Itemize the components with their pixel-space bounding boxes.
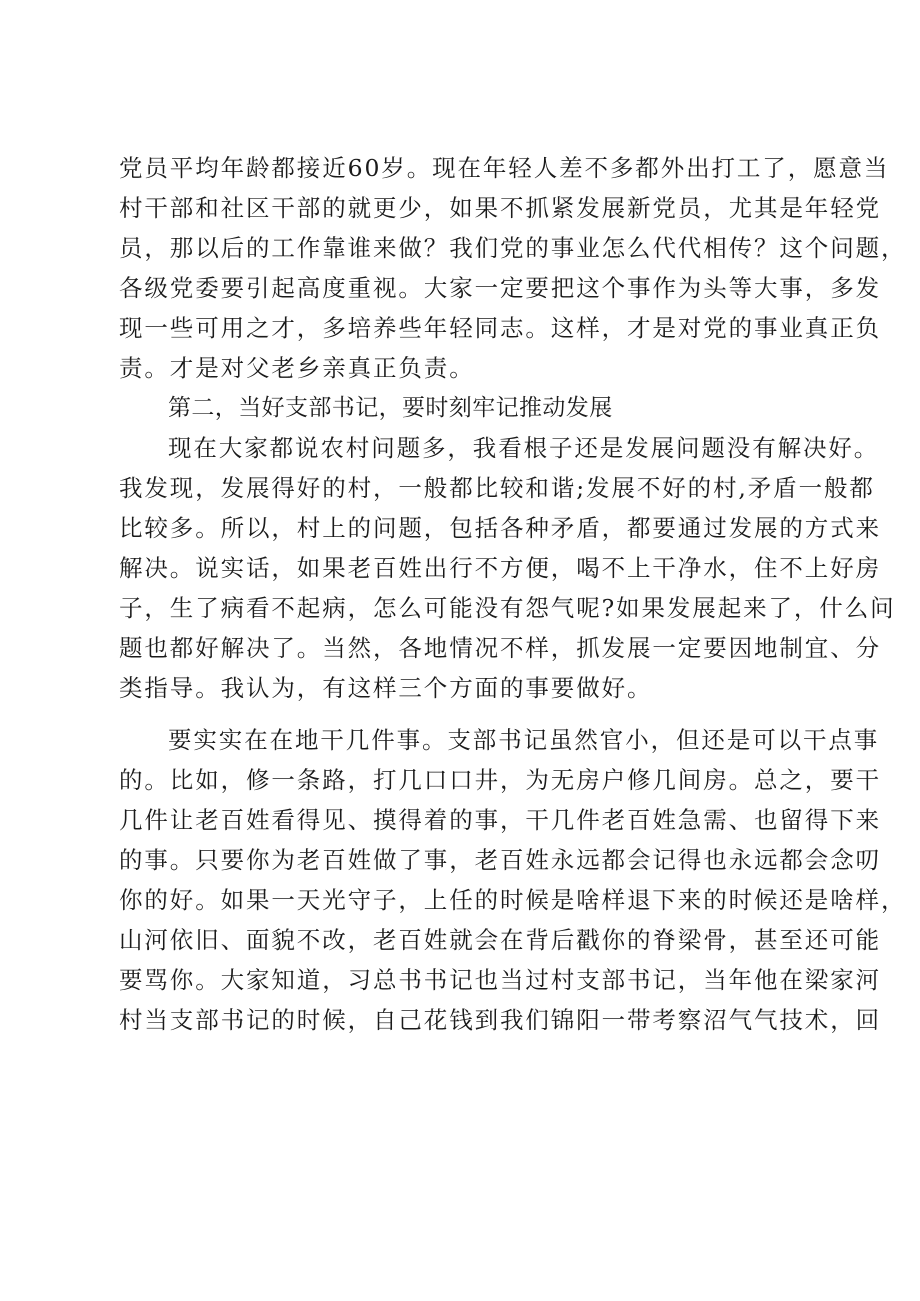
text-line: 责。才是对父老乡亲真正负责。 xyxy=(119,354,475,382)
text-line: 现在大家都说农村问题多，我看根子还是发展问题没有解决好。 xyxy=(168,434,880,462)
paragraph-gap xyxy=(119,708,815,720)
text-line: 要骂你。大家知道，习总书书记也当过村支部书记，当年他在梁家河 xyxy=(119,966,881,994)
text-line: 村当支部书记的时候，自己花钱到我们锦阳一带考察沼气气技术，回 xyxy=(119,1006,881,1034)
text-line: 的事。只要你为老百姓做了事，老百姓永远都会记得也永远都会念叨 xyxy=(119,846,881,874)
text-line: 村干部和社区干部的就更少，如果不抓紧发展新党员，尤其是年轻党 xyxy=(119,194,881,222)
body-text xyxy=(119,148,907,1040)
section-heading: 第二，当好支部书记，要时刻牢记推动发展 xyxy=(168,395,613,421)
text-line: 类指导。我认为，有这样三个方面的事要做好。 xyxy=(119,674,653,702)
text-line: 几件让老百姓看得见、摸得着的事，干几件老百姓急需、也留得下来 xyxy=(119,806,881,834)
text-line: 的。比如，修一条路，打几口口井，为无房户修几间房。总之，要干 xyxy=(119,766,881,794)
text-line: 党员平均年龄都接近60岁。现在年轻人差不多都外出打工了，愿意当 xyxy=(119,154,890,182)
text-line: 我发现，发展得好的村，一般都比较和谐;发展不好的村,矛盾一般都 xyxy=(119,474,875,502)
text-line: 山河依旧、面貌不改，老百姓就会在背后戳你的脊梁骨，甚至还可能 xyxy=(119,926,881,954)
text-line: 解决。说实话，如果老百姓出行不方便，喝不上干净水，住不上好房 xyxy=(119,554,881,582)
text-line: 各级党委要引起高度重视。大家一定要把这个事作为头等大事，多发 xyxy=(119,274,881,302)
text-line: 现一些可用之才，多培养些年轻同志。这样，才是对党的事业真正负 xyxy=(119,314,881,342)
text-line: 子，生了病看不起病，怎么可能没有怨气呢?如果发展起来了，什么问 xyxy=(119,594,896,622)
text-line: 你的好。如果一天光守子，上任的时候是啥样退下来的时候还是啥样， xyxy=(119,886,907,914)
text-line: 要实实在在地干几件事。支部书记虽然官小，但还是可以干点事 xyxy=(168,726,880,754)
text-line: 比较多。所以，村上的问题，包括各种矛盾，都要通过发展的方式来 xyxy=(119,514,881,542)
text-line: 员，那以后的工作靠谁来做？我们党的事业怎么代代相传？这个问题， xyxy=(119,234,907,262)
text-line: 题也都好解决了。当然，各地情况不样，抓发展一定要因地制宜、分 xyxy=(119,634,881,662)
